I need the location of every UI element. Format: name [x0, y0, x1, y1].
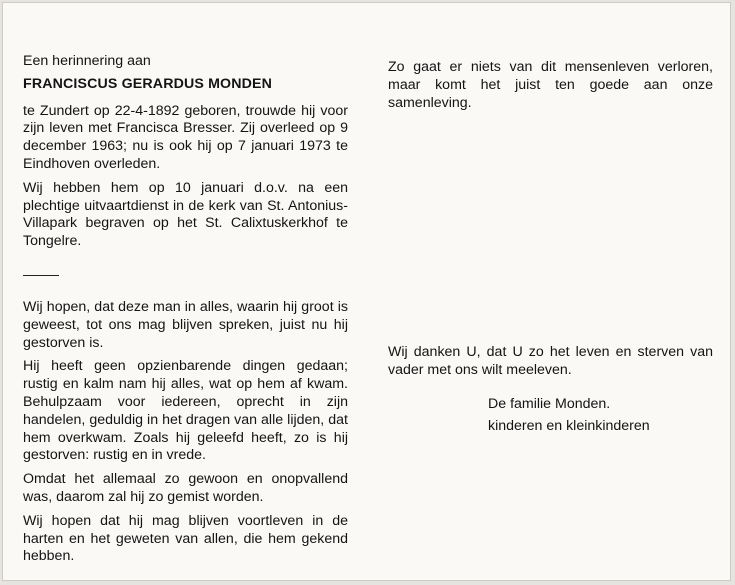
- right-column: [388, 53, 713, 436]
- hope-paragraph: Wij hopen, dat deze man in alles, waarin hij groot is geweest, tot ons mag blijven spreken, juist nu hij gestorven is.: [23, 298, 348, 351]
- signature-family: De familie Monden.: [488, 395, 611, 412]
- thanks-paragraph: Wij danken U, dat U zo het leven en sterven van vader met ons wilt meeleven.: [388, 344, 713, 379]
- signature-children: kinderen en kleinkinderen: [488, 417, 650, 434]
- society-paragraph: Zo gaat er niets van dit mensenleven verloren, maar komt het juist ten goede aan onze samenleving.: [388, 59, 713, 111]
- memorial-card: [2, 2, 731, 581]
- burial-paragraph: Wij hebben hem op 10 januari d.o.v. na een plechtige uitvaartdienst in de kerk van St. Antonius-Villapark begraven op het St. Calixtuskerkhof te Tongelre.: [23, 179, 348, 250]
- continue-paragraph: Wij hopen dat hij mag blijven voortleven in de harten en het geweten van allen, die hem gekend hebben.: [23, 512, 348, 565]
- missed-paragraph: Omdat het allemaal zo gewoon en onopvallend was, daarom zal hij zo gemist worden.: [23, 471, 348, 505]
- left-column: [23, 53, 348, 566]
- character-paragraph: Hij heeft geen opzienbarende dingen gedaan; rustig en kalm nam hij alles, wat op hem af kwam. Behulpzaam voor iedereen, oprecht in zijn handelen, geduldig in het dragen van alle lijden, dat hem overkwam. Zoals hij geleefd heeft, zo is hij gestorven: rustig en in vrede.: [23, 358, 348, 464]
- signature-block: [488, 396, 713, 436]
- deceased-name: FRANCISCUS GERARDUS MONDEN: [23, 75, 273, 92]
- intro-line: Een herinnering aan: [23, 53, 151, 69]
- birth-paragraph: te Zundert op 22-4-1892 geboren, trouwde hij voor zijn leven met Francisca Bresser. Zij overleed op 9 december 1963; nu is ook hij op 7 januari 1973 te Eindhoven overleden.: [23, 102, 348, 172]
- section-divider: [23, 275, 59, 276]
